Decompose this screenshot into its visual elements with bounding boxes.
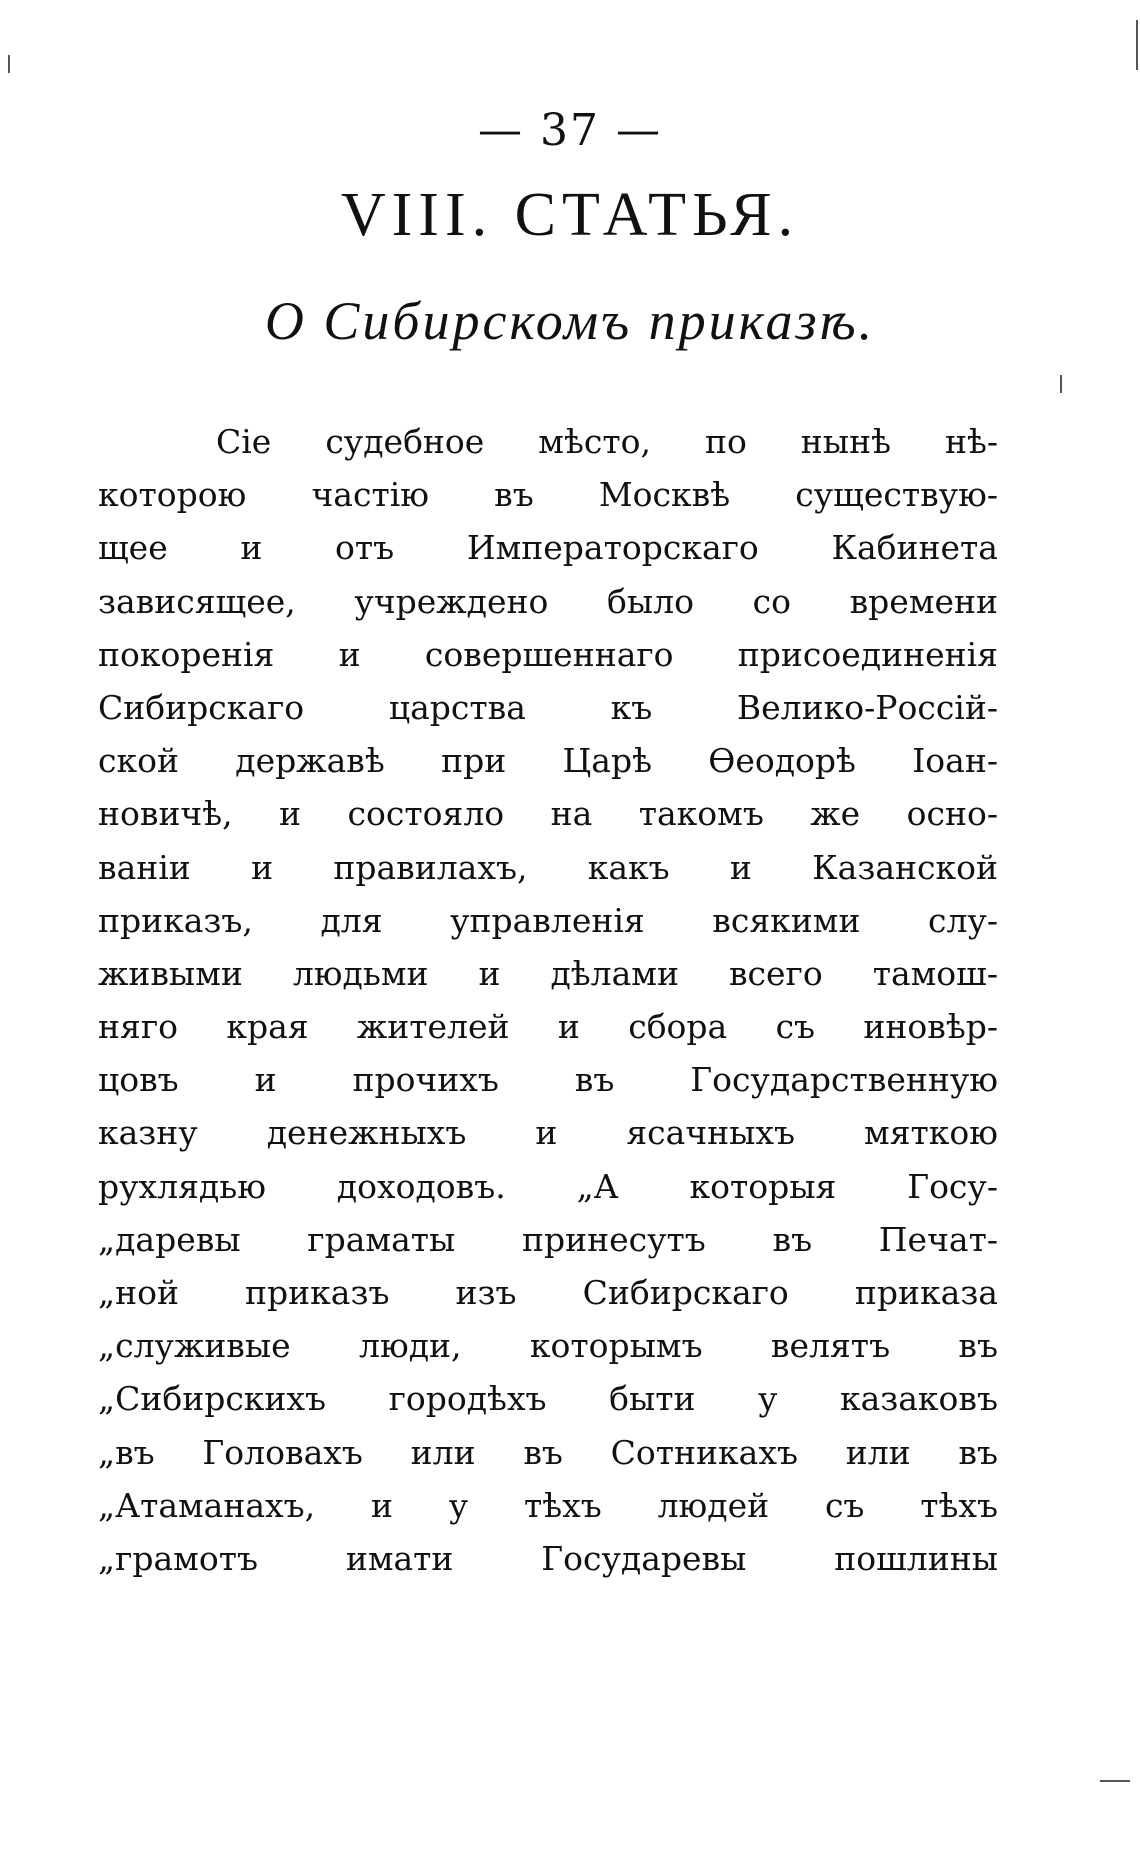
text-line: ваніи и правилахъ, какъ и Казанской — [98, 847, 998, 887]
text-line: покоренія и совершеннаго присоединенія — [98, 634, 998, 674]
left-edge-mark — [8, 55, 10, 73]
text-line: „Сибирскихъ городѣхъ быти у казаковъ — [98, 1379, 998, 1419]
text-line: „грамотъ имати Государевы пошлины — [98, 1538, 998, 1578]
text-line: новичѣ, и состояло на такомъ же осно- — [98, 794, 998, 834]
text-line: Сибирскаго царства къ Велико-Россій- — [98, 687, 998, 727]
text-line: приказъ, для управленія всякими слу- — [98, 900, 998, 940]
text-line: живыми людьми и дѣлами всего тамош- — [98, 953, 998, 993]
page-number: — 37 — — [478, 105, 662, 156]
text-line: щее и отъ Императорскаго Кабинета — [98, 528, 998, 568]
text-line: „Атаманахъ, и у тѣхъ людей съ тѣхъ — [98, 1485, 998, 1525]
text-line: няго края жителей и сбора съ иновѣр- — [98, 1007, 998, 1047]
body-text — [98, 415, 998, 1585]
text-line: „служивые люди, которымъ велятъ въ — [98, 1326, 998, 1366]
text-line: зависящее, учреждено было со времени — [98, 581, 998, 621]
article-subtitle: О Сибирскомъ приказѣ. — [264, 291, 876, 351]
text-line: „ной приказъ изъ Сибирскаго приказа — [98, 1273, 998, 1312]
text-line: Сіе судебное мѣсто, по нынѣ нѣ- — [216, 422, 998, 461]
text-line: казну денежныхъ и ясачныхъ мяткою — [98, 1113, 998, 1153]
text-line: „даревы граматы принесутъ въ Печат- — [98, 1219, 998, 1259]
article-title: VIII. СТАТЬЯ. — [340, 181, 800, 249]
text-line: рухлядью доходовъ. „А которыя Госу- — [98, 1166, 998, 1206]
text-line: ской державѣ при Царѣ Ѳеодорѣ Іоан- — [98, 741, 998, 781]
bottom-edge-mark — [1100, 1780, 1130, 1782]
text-line: „въ Головахъ или въ Сотникахъ или въ — [98, 1432, 998, 1472]
margin-tick-mark — [1060, 375, 1062, 393]
text-line: которою частію въ Москвѣ существую- — [98, 475, 998, 515]
text-line: цовъ и прочихъ въ Государственную — [98, 1060, 998, 1100]
right-edge-mark — [1136, 20, 1138, 70]
